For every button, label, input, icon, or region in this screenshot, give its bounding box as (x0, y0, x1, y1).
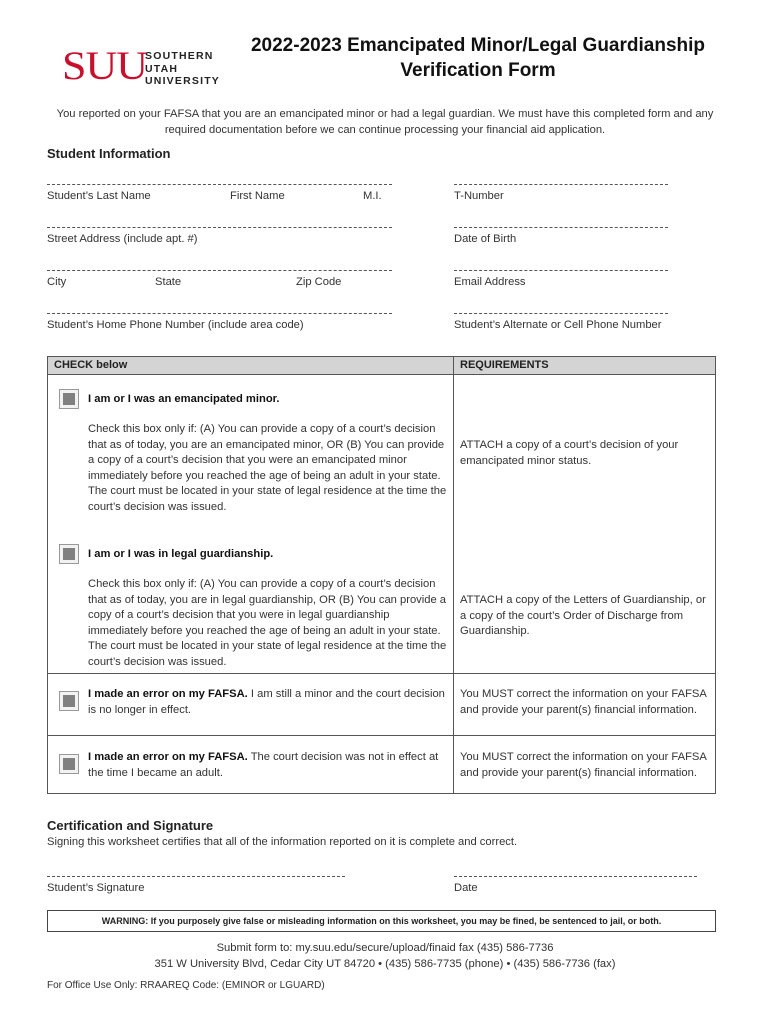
fafsa-error-still-minor-requirement: You MUST correct the information on your FAFSA and provide your parent(s) financial information. (460, 688, 707, 716)
street-label: Street Address (include apt. #) (47, 233, 198, 245)
mi-label: M.I. (363, 190, 382, 202)
footer-submit: Submit form to: my.suu.edu/secure/upload/finaid fax (435) 586-7736 (216, 942, 554, 954)
state-label: State (155, 276, 182, 288)
fafsa-error-still-minor-body: I am still a minor and the court decision is no longer in effect. (88, 688, 445, 716)
legal-guardianship-requirement: ATTACH a copy of the Letters of Guardianship, or a copy of the court’s Order of Discharge from Guardianship. (460, 594, 706, 638)
email-line[interactable] (454, 270, 668, 271)
intro-text: You reported on your FAFSA that you are an emancipated minor or had a legal guardian. We must have this completed form and any required documentation before we can continue processing your financial aid application. (56, 108, 714, 136)
logo-line-southern: SOUTHERN (145, 50, 214, 62)
fafsa-error-not-in-effect-requirement: You MUST correct the information on your FAFSA and provide your parent(s) financial information. (460, 751, 707, 779)
logo-line-university: UNIVERSITY (145, 75, 221, 87)
fafsa-error-not-in-effect-body: The court decision was not in effect at the time I became an adult. (88, 751, 439, 779)
form-title: 2022-2023 Emancipated Minor/Legal Guardianship Verification Form (250, 35, 706, 81)
dob-label: Date of Birth (454, 233, 517, 245)
fafsa-error-still-minor-checkbox[interactable] (59, 691, 79, 711)
city-state-zip-line[interactable] (47, 270, 392, 271)
signature-line[interactable] (47, 876, 345, 877)
emancipated-minor-body: Check this box only if: (A) You can provide a copy of a court’s decision that as of today, you are an emancipated minor, OR (B) You can provide a copy of a court’s decision that you were an emancipated minor immediately before you reached the age of being an adult in your state. The court must be located in your state of legal residence at the time the court’s decision was issued. (88, 423, 447, 513)
table-header (48, 357, 715, 375)
date-label: Date (454, 882, 478, 894)
emancipated-minor-requirement: ATTACH a copy of a court’s decision of your emancipated minor status. (460, 439, 679, 467)
check-requirements-table (47, 356, 716, 794)
fafsa-error-heading: I made an error on my FAFSA. (88, 688, 248, 700)
emancipated-minor-checkbox[interactable] (59, 389, 79, 409)
t-number-label: T-Number (454, 190, 504, 202)
home-phone-line[interactable] (47, 313, 392, 314)
legal-guardianship-body: Check this box only if: (A) You can provide a copy of a court’s decision that as of today, you are in legal guardianship, OR (B) You can provide a copy of a court’s decision that you were in legal guardianship immediately before you reached the age of being an adult in your state. The court must be located in your state of legal residence at the time the court’s decision was issued. (88, 578, 447, 668)
alt-phone-line[interactable] (454, 313, 668, 314)
office-use-only: For Office Use Only: RRAAREQ Code: (EMINOR or LGUARD) (47, 980, 325, 991)
alt-phone-label: Student’s Alternate or Cell Phone Number (454, 319, 662, 331)
warning-box: WARNING: If you purposely give false or misleading information on this worksheet, you may be fined, be sentenced to jail, or both. (47, 910, 716, 932)
date-line[interactable] (454, 876, 697, 877)
certification-text: Signing this worksheet certifies that all of the information reported on it is complete and correct. (47, 836, 518, 848)
emancipated-minor-heading: I am or I was an emancipated minor. (88, 393, 280, 405)
fafsa-error-still-minor-text (88, 687, 448, 718)
t-number-line[interactable] (454, 184, 668, 185)
street-line[interactable] (47, 227, 392, 228)
legal-guardianship-heading: I am or I was in legal guardianship. (88, 548, 274, 560)
footer-address: 351 W University Blvd, Cedar City UT 84720 • (435) 586-7735 (phone) • (435) 586-7736 (fax) (154, 958, 616, 970)
certification-heading: Certification and Signature (47, 818, 214, 833)
column-divider (453, 357, 454, 793)
signature-label: Student’s Signature (47, 882, 145, 894)
student-info-heading: Student Information (47, 146, 171, 161)
row-divider (48, 735, 715, 736)
last-name-label: Student’s Last Name (47, 190, 151, 202)
row-divider (48, 673, 715, 674)
suu-logo-text (145, 50, 220, 88)
fafsa-error-heading: I made an error on my FAFSA. (88, 751, 248, 763)
zip-label: Zip Code (296, 276, 342, 288)
col-check-header: CHECK below (54, 359, 128, 371)
city-label: City (47, 276, 67, 288)
fafsa-error-not-in-effect-text (88, 750, 448, 781)
dob-line[interactable] (454, 227, 668, 228)
home-phone-label: Student’s Home Phone Number (include area code) (47, 319, 304, 331)
first-name-label: First Name (230, 190, 285, 202)
name-line[interactable] (47, 184, 392, 185)
col-requirements-header: REQUIREMENTS (460, 359, 549, 371)
logo-line-utah: UTAH (145, 62, 179, 75)
suu-logo-mark: SUU (62, 43, 148, 89)
fafsa-error-not-in-effect-checkbox[interactable] (59, 754, 79, 774)
legal-guardianship-checkbox[interactable] (59, 544, 79, 564)
email-label: Email Address (454, 276, 526, 288)
